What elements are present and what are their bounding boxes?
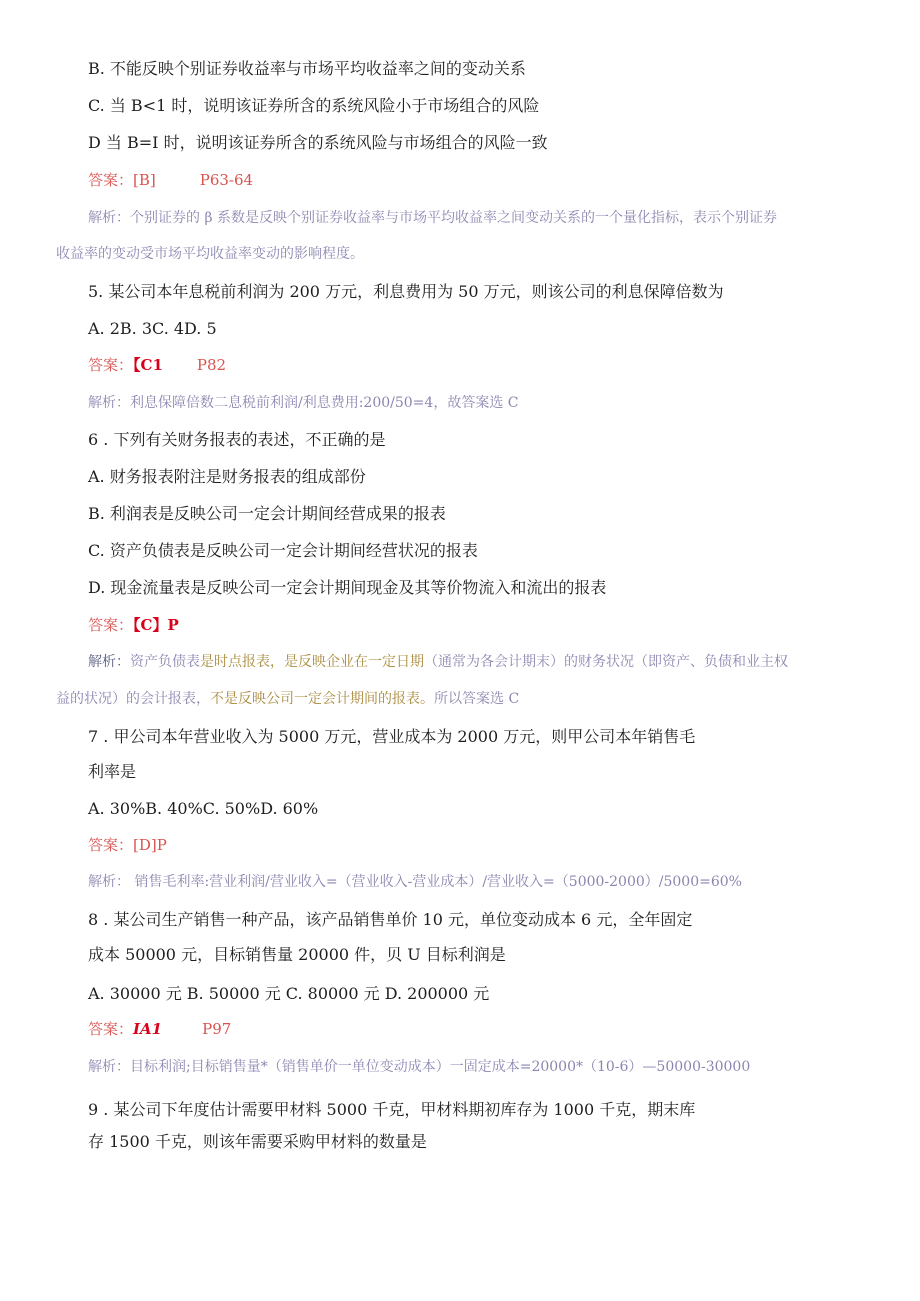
answer-label: 答案： — [88, 836, 134, 854]
q8-explanation: 解析：目标利润;目标销售量*（销售单价一单位变动成本）一固定成本=20000*（10-6）—50000-30000 — [88, 1059, 751, 1075]
explanation-text: 资产负债表 — [130, 654, 200, 670]
answer-label: 答案： — [88, 1020, 134, 1038]
answer-value: [D]P — [133, 836, 167, 854]
q5-options: A. 2B. 3C. 4D. 5 — [88, 319, 217, 338]
q4-option-b: B. 不能反映个别证券收益率与市场平均收益率之间的变动关系 — [88, 59, 526, 78]
q8-answer — [88, 1022, 231, 1037]
q6-explanation-line-1 — [88, 655, 788, 669]
answer-page-ref: P97 — [202, 1020, 232, 1038]
explanation-highlight: 是时点报表，是反映企业在一定日期 — [200, 654, 424, 670]
q4-answer — [88, 173, 253, 188]
q5-question: 5. 某公司本年息税前利润为 200 万元，利息费用为 50 万元，则该公司的利息保障倍数为 — [88, 282, 724, 301]
q5-answer — [88, 358, 226, 373]
q9-question-line-2: 存 1500 千克，则该年需要采购甲材料的数量是 — [88, 1132, 427, 1151]
answer-value: 【C】P — [133, 616, 179, 634]
explanation-text: 所以答案选 C — [434, 691, 520, 707]
q4-explanation-line-1: 解析：个别证券的 β 系数是反映个别证券收益率与市场平均收益率之间变动关系的一个量化指标，表示个别证券 — [88, 210, 777, 226]
q9-question-line-1: 9 . 某公司下年度估计需要甲材料 5000 千克，甲材料期初库存为 1000 千克，期末库 — [88, 1100, 696, 1119]
q8-question-line-1: 8 . 某公司生产销售一种产品，该产品销售单价 10 元，单位变动成本 6 元，全年固定 — [88, 910, 693, 929]
answer-page-ref: P63-64 — [199, 171, 254, 189]
q4-option-c: C. 当 B<1 时，说明该证券所含的系统风险小于市场组合的风险 — [88, 96, 540, 115]
q6-question: 6 . 下列有关财务报表的表述，不正确的是 — [88, 430, 386, 449]
q6-option-a: A. 财务报表附注是财务报表的组成部份 — [88, 467, 366, 486]
q7-options: A. 30%B. 40%C. 50%D. 60% — [88, 799, 319, 818]
q6-answer — [88, 618, 179, 633]
explanation-text: （通常为各会计期末）的财务状况（即资产、负债和业主权 — [424, 654, 788, 670]
q4-option-d: D 当 B=I 时，说明该证券所含的系统风险与市场组合的风险一致 — [88, 133, 548, 152]
q5-explanation: 解析：利息保障倍数二息税前利润/利息费用:200/50=4，故答案选 C — [88, 395, 519, 411]
q6-explanation-line-2 — [56, 692, 519, 706]
q8-options: A. 30000 元 B. 50000 元 C. 80000 元 D. 200000 元 — [88, 984, 490, 1003]
answer-value: [B] — [133, 171, 156, 189]
q8-question-line-2: 成本 50000 元，目标销售量 20000 件，贝 U 目标利润是 — [88, 945, 506, 964]
explanation-highlight: 不是反映公司一定会计期间的报表。 — [210, 691, 434, 707]
answer-value: IA1 — [133, 1020, 163, 1038]
answer-label: 答案： — [88, 356, 134, 374]
answer-label: 答案： — [88, 616, 134, 634]
answer-value: 【C1 — [133, 356, 163, 374]
q4-explanation-line-2: 收益率的变动受市场平均收益率变动的影响程度。 — [56, 246, 364, 262]
explanation-text: 益的状况）的会计报表， — [56, 691, 210, 707]
explanation-prefix: 解析： — [88, 654, 130, 670]
q6-option-c: C. 资产负债表是反映公司一定会计期间经营状况的报表 — [88, 541, 478, 560]
answer-page-ref: P82 — [196, 356, 227, 374]
q6-option-d: D. 现金流量表是反映公司一定会计期间现金及其等价物流入和流出的报表 — [88, 578, 607, 597]
q7-explanation: 解析： 销售毛利率:营业利润/营业收入=（营业收入-营业成本）/营业收入=（5000-2000）/5000=60% — [88, 874, 742, 890]
answer-label: 答案： — [88, 171, 134, 189]
q7-question-line-1: 7 . 甲公司本年营业收入为 5000 万元，营业成本为 2000 万元，则甲公司本年销售毛 — [88, 727, 696, 746]
q6-option-b: B. 利润表是反映公司一定会计期间经营成果的报表 — [88, 504, 446, 523]
q7-question-line-2: 利率是 — [88, 762, 137, 781]
q7-answer — [88, 838, 167, 853]
